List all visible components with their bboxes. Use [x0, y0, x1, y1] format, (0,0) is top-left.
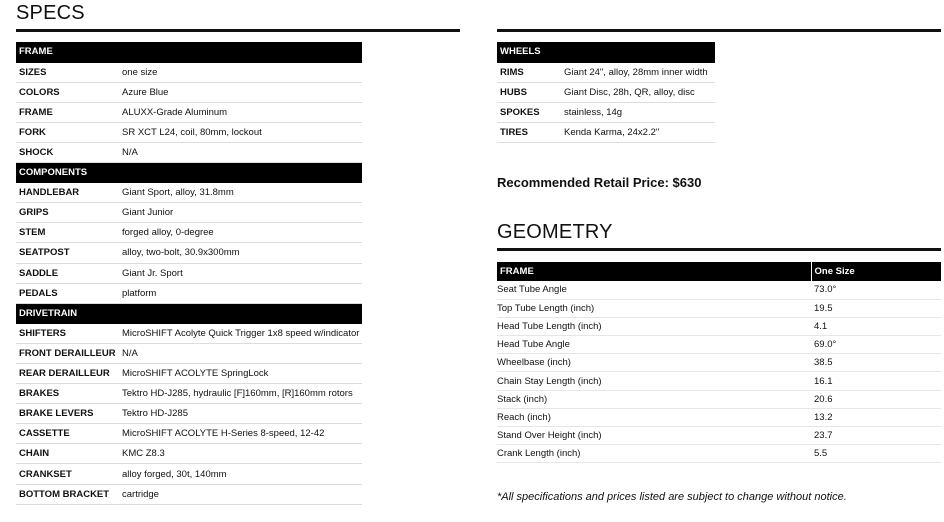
geometry-row: [497, 299, 941, 317]
spec-row: [497, 82, 715, 102]
spec-row: [16, 263, 362, 283]
geometry-value: 4.1: [811, 317, 941, 335]
spec-key: SEATPOST: [16, 243, 119, 263]
spec-value: SR XCT L24, coil, 80mm, lockout: [119, 122, 362, 142]
spec-key: BRAKES: [16, 384, 119, 404]
spec-key: SIZES: [16, 62, 119, 82]
spec-value: cartridge: [119, 484, 362, 504]
geometry-row: [497, 427, 941, 445]
spec-value: Giant Junior: [119, 203, 362, 223]
geometry-key: Crank Length (inch): [497, 445, 811, 463]
spec-key: PEDALS: [16, 283, 119, 303]
spec-value: alloy, two-bolt, 30.9x300mm: [119, 243, 362, 263]
spec-value: Giant Jr. Sport: [119, 263, 362, 283]
spec-key: TIRES: [497, 122, 561, 142]
geometry-row: [497, 445, 941, 463]
geometry-value: 5.5: [811, 445, 941, 463]
geometry-value: 19.5: [811, 299, 941, 317]
spec-key: COLORS: [16, 82, 119, 102]
geometry-row: [497, 317, 941, 335]
spec-row: [497, 122, 715, 142]
geometry-key: Head Tube Angle: [497, 336, 811, 354]
geometry-row: [497, 281, 941, 299]
section-title: COMPONENTS: [16, 163, 362, 183]
geometry-value: 16.1: [811, 372, 941, 390]
geometry-header-row: [497, 262, 941, 281]
spec-key: HANDLEBAR: [16, 183, 119, 203]
geometry-key: Reach (inch): [497, 408, 811, 426]
spec-value: Giant 24", alloy, 28mm inner width: [561, 62, 715, 82]
spec-value: MicroSHIFT ACOLYTE H-Series 8-speed, 12-42: [119, 424, 362, 444]
spec-row: [497, 102, 715, 122]
spec-value: Giant Disc, 28h, QR, alloy, disc: [561, 82, 715, 102]
geometry-header-size: One Size: [811, 262, 941, 281]
specs-heading: SPECS: [16, 2, 85, 24]
specs-rule: [16, 29, 460, 32]
spec-row: [16, 323, 362, 343]
spec-value: Azure Blue: [119, 82, 362, 102]
spec-key: SHOCK: [16, 142, 119, 162]
geometry-value: 73.0°: [811, 281, 941, 299]
spec-value: Tektro HD-J285, hydraulic [F]160mm, [R]160mm rotors: [119, 384, 362, 404]
geometry-value: 20.6: [811, 390, 941, 408]
spec-key: HUBS: [497, 82, 561, 102]
geometry-key: Stack (inch): [497, 390, 811, 408]
spec-value: N/A: [119, 142, 362, 162]
spec-key: SHIFTERS: [16, 323, 119, 343]
spec-key: REAR DERAILLEUR: [16, 364, 119, 384]
geometry-rule: [497, 248, 941, 251]
section-header-components: [16, 163, 362, 183]
spec-row: [497, 62, 715, 82]
geometry-value: 69.0°: [811, 336, 941, 354]
geometry-header-label: FRAME: [497, 262, 811, 281]
spec-key: BRAKE LEVERS: [16, 404, 119, 424]
spec-value: Kenda Karma, 24x2.2": [561, 122, 715, 142]
spec-row: [16, 243, 362, 263]
spec-value: forged alloy, 0-degree: [119, 223, 362, 243]
spec-key: RIMS: [497, 62, 561, 82]
geometry-key: Stand Over Height (inch): [497, 427, 811, 445]
spec-row: [16, 223, 362, 243]
spec-value: KMC Z8.3: [119, 444, 362, 464]
section-title: WHEELS: [497, 42, 715, 62]
spec-row: [16, 343, 362, 363]
spec-row: [16, 102, 362, 122]
spec-value: platform: [119, 283, 362, 303]
spec-value: Giant Sport, alloy, 31.8mm: [119, 183, 362, 203]
spec-row: [16, 283, 362, 303]
spec-value: MicroSHIFT ACOLYTE SpringLock: [119, 364, 362, 384]
specs-table-wheels: [497, 42, 715, 143]
spec-key: STEM: [16, 223, 119, 243]
spec-row: [16, 62, 362, 82]
geometry-row: [497, 336, 941, 354]
geometry-table: [497, 262, 941, 463]
geometry-value: 13.2: [811, 408, 941, 426]
spec-key: CASSETTE: [16, 424, 119, 444]
section-header-frame: [16, 42, 362, 62]
spec-row: [16, 464, 362, 484]
spec-value: stainless, 14g: [561, 102, 715, 122]
geometry-value: 23.7: [811, 427, 941, 445]
spec-row: [16, 142, 362, 162]
geometry-row: [497, 390, 941, 408]
geometry-value: 38.5: [811, 354, 941, 372]
retail-price: Recommended Retail Price: $630: [497, 175, 702, 190]
spec-row: [16, 444, 362, 464]
geometry-key: Top Tube Length (inch): [497, 299, 811, 317]
spec-key: CHAIN: [16, 444, 119, 464]
specs-rule-right: [497, 29, 941, 32]
geometry-key: Seat Tube Angle: [497, 281, 811, 299]
section-title: FRAME: [16, 42, 362, 62]
section-header-drivetrain: [16, 303, 362, 323]
spec-row: [16, 82, 362, 102]
spec-value: alloy forged, 30t, 140mm: [119, 464, 362, 484]
spec-row: [16, 364, 362, 384]
spec-key: SADDLE: [16, 263, 119, 283]
spec-row: [16, 484, 362, 504]
geometry-heading: GEOMETRY: [497, 221, 613, 243]
spec-key: GRIPS: [16, 203, 119, 223]
section-title: DRIVETRAIN: [16, 303, 362, 323]
geometry-key: Wheelbase (inch): [497, 354, 811, 372]
spec-key: FORK: [16, 122, 119, 142]
spec-key: SPOKES: [497, 102, 561, 122]
specs-table-left: [16, 42, 362, 505]
spec-value: ALUXX-Grade Aluminum: [119, 102, 362, 122]
geometry-row: [497, 372, 941, 390]
spec-row: [16, 122, 362, 142]
geometry-key: Head Tube Length (inch): [497, 317, 811, 335]
spec-row: [16, 424, 362, 444]
spec-row: [16, 404, 362, 424]
spec-key: CRANKSET: [16, 464, 119, 484]
spec-value: MicroSHIFT Acolyte Quick Trigger 1x8 speed w/indicator: [119, 323, 362, 343]
spec-key: FRAME: [16, 102, 119, 122]
spec-row: [16, 183, 362, 203]
geometry-row: [497, 408, 941, 426]
geometry-key: Chain Stay Length (inch): [497, 372, 811, 390]
spec-row: [16, 203, 362, 223]
spec-row: [16, 384, 362, 404]
spec-value: one size: [119, 62, 362, 82]
spec-value: Tektro HD-J285: [119, 404, 362, 424]
spec-value: N/A: [119, 343, 362, 363]
geometry-row: [497, 354, 941, 372]
section-header-wheels: [497, 42, 715, 62]
disclaimer-note: *All specifications and prices listed are subject to change without notice.: [497, 491, 847, 503]
spec-key: BOTTOM BRACKET: [16, 484, 119, 504]
spec-key: FRONT DERAILLEUR: [16, 343, 119, 363]
